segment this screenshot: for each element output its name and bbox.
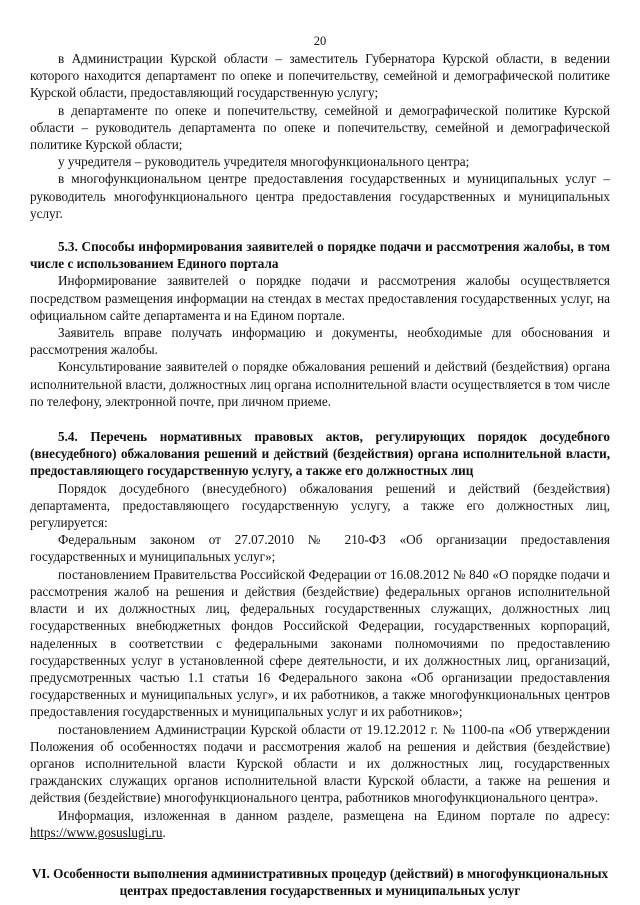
intro-paragraph-3: у учредителя – руководитель учредителя многофункционального центра; bbox=[58, 154, 470, 170]
section-5-4-paragraph-4: постановлением Администрации Курской области от 19.12.2012 г. № 1100-па «Об утверждении Положения об особенностях подачи и рассмотрения жалоб на решения и действия (бездействие) органов исполнительной власти Курской области и их должностных лиц, государственных гражданских служащих органов исполнительной власти Курской области, а также на решения и действия (бездействие) многофункционального центра, работников многофункционального центра». bbox=[30, 721, 610, 806]
page-number: 20 bbox=[313, 34, 327, 48]
intro-paragraph-1: в Администрации Курской области – заместитель Губернатора Курской области, в ведении которого находится департамент по опеке и попечительству, семейной и демографической политике Курской области, предоставляющий государственную услугу; bbox=[30, 51, 610, 101]
link-suffix: . bbox=[162, 824, 166, 840]
section-5-4-heading: 5.4. Перечень нормативных правовых актов, регулирующих порядок досудебного (внесудебного) обжалования решений и действий (бездействия) органа исполнительной власти, предоставляющего государственную услугу, а также его должностных лиц bbox=[30, 429, 610, 479]
section-5-4-paragraph-1: Порядок досудебного (внесудебного) обжалования решений и действий (бездействия) департамента, предоставляющего государственную услугу, а также его должностных лиц, регулируется: bbox=[30, 480, 610, 531]
gosuslugi-link[interactable]: https://www.gosuslugi.ru bbox=[30, 824, 163, 840]
section-5-4-paragraph-3: постановлением Правительства Российской Федерации от 16.08.2012 № 840 «О порядке подачи и рассмотрения жалоб на решения и действия (бездействие) федеральных органов исполнительной власти и их должностных лиц, федеральных государственных служащих, должностных лиц государственных внебюджетных фондов Российской Федерации, государственных корпораций, наделенных в соответствии с федеральными законами полномочиями по предоставлению государственных услуг в установленной сфере деятельности, и их должностных лиц, организаций, предусмотренных частью 1.1 статьи 16 Федерального закона «Об организации предоставления государственных и муниципальных услуг», и их работников, а также многофункциональных центров предоставления государственных и муниципальных услуг и их работников»; bbox=[30, 566, 610, 720]
intro-paragraph-2: в департаменте по опеке и попечительству, семейной и демографической политике Курской области – руководитель департамента по опеке и попечительству, семейной и демографической политике Курской области; bbox=[30, 102, 610, 153]
info-text: Информация, изложенная в данном разделе, размещена на Едином портале по адресу: bbox=[58, 807, 610, 823]
section-5-4-info-paragraph bbox=[30, 807, 610, 841]
section-5-3-paragraph-3: Консультирование заявителей о порядке обжалования решений и действий (бездействия) органа исполнительной власти, должностных лиц органа исполнительной власти осуществляется в том числе по телефону, электронной почте, при личном приеме. bbox=[30, 359, 610, 409]
section-5-3-heading: 5.3. Способы информирования заявителей о порядке подачи и рассмотрения жалобы, в том числе с использованием Единого портала bbox=[30, 239, 610, 272]
section-5-3-paragraph-1: Информирование заявителей о порядке подачи и рассмотрения жалобы осуществляется посредством размещения информации на стендах в местах предоставления государственных услуг, на официальном сайте департамента и на Едином портале. bbox=[30, 273, 610, 323]
section-5-4-paragraph-2: Федеральным законом от 27.07.2010 № 210-ФЗ «Об организации предоставления государственных и муниципальных услуг»; bbox=[30, 532, 610, 565]
intro-paragraph-4: в многофункциональном центре предоставления государственных и муниципальных услуг – руководитель многофункционального центра предоставления государственных и муниципальных услуг. bbox=[30, 171, 610, 221]
section-5-3-paragraph-2: Заявитель вправе получать информацию и документы, необходимые для обоснования и рассмотрения жалобы. bbox=[30, 325, 610, 358]
section-6-heading: VI. Особенности выполнения административных процедур (действий) в многофункциональных центрах предоставления государственных и муниципальных услуг bbox=[31, 865, 609, 899]
